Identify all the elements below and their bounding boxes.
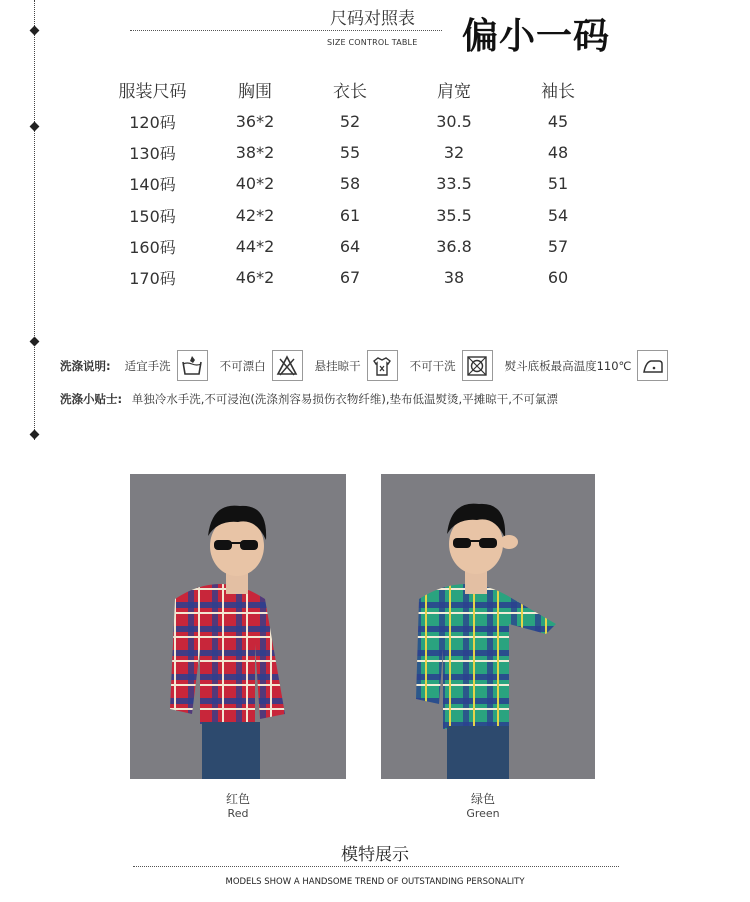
table-cell: 57: [547, 236, 569, 256]
no-dry-clean-icon: [462, 350, 493, 381]
table-cell: 54: [547, 205, 569, 225]
size-table-title: 尺码对照表: [330, 9, 415, 29]
table-row: [100, 262, 603, 293]
table-cell: 35.5: [436, 205, 472, 225]
table-cell: 61: [339, 205, 361, 225]
no-bleach-icon: [272, 350, 303, 381]
hang-dry-icon: [367, 350, 398, 381]
table-cell: 58: [339, 174, 361, 194]
model-caption-green: [375, 790, 591, 820]
title-divider: [130, 30, 442, 31]
table-cell: 45: [547, 112, 569, 132]
model-photo-red: [130, 474, 346, 779]
care-label: 洗涤说明:: [60, 358, 111, 373]
size-table-subtitle: SIZE CONTROL TABLE: [327, 38, 418, 47]
model-caption-red: [130, 790, 346, 820]
table-cell: 55: [339, 143, 361, 163]
caption-cn: 红色: [225, 792, 250, 806]
column-header-sleeve: 袖长: [541, 81, 575, 102]
care-text: 不可漂白: [219, 358, 266, 373]
table-cell: 44*2: [235, 236, 275, 256]
column-header-size: 服装尺码: [118, 81, 187, 102]
tips-text: 单独冷水手洗,不可浸泡(洗涤剂容易损伤衣物纤维),垫布低温熨烫,平摊晾干,不可氯漂: [131, 392, 558, 406]
tips-label: 洗涤小贴士:: [60, 392, 123, 406]
table-cell: 40*2: [235, 174, 275, 194]
column-header-length: 衣长: [333, 81, 367, 102]
table-cell: 33.5: [436, 174, 472, 194]
diamond-marker: [30, 337, 40, 347]
table-header-row: [100, 72, 603, 106]
table-cell: 160码: [129, 237, 176, 257]
table-cell: 60: [547, 268, 569, 288]
table-row: [100, 137, 603, 168]
models-show-subtitle: MODELS SHOW A HANDSOME TREND OF OUTSTANDING PERSONALITY: [225, 877, 525, 887]
table-cell: 38: [443, 268, 465, 288]
caption-en: Red: [227, 807, 249, 820]
care-instructions: [60, 350, 680, 381]
hand-wash-icon: [177, 350, 208, 381]
size-table: [100, 72, 603, 293]
caption-cn: 绿色: [470, 792, 495, 806]
caption-en: Green: [466, 807, 500, 820]
table-cell: 51: [547, 174, 569, 194]
table-cell: 36.8: [436, 236, 472, 256]
models-show-title: 模特展示: [341, 845, 409, 865]
table-cell: 36*2: [235, 112, 275, 132]
column-header-chest: 胸围: [238, 81, 272, 102]
table-cell: 46*2: [235, 268, 275, 288]
washing-tips: [60, 391, 558, 407]
table-cell: 67: [339, 268, 361, 288]
left-dotted-rule: [34, 0, 35, 440]
table-cell: 64: [339, 236, 361, 256]
table-cell: 170码: [129, 269, 176, 289]
care-text: 适宜手洗: [124, 358, 171, 373]
model-photo-green: [381, 474, 595, 779]
table-cell: 30.5: [436, 112, 472, 132]
table-cell: 120码: [129, 113, 176, 133]
table-cell: 130码: [129, 144, 176, 164]
table-cell: 150码: [129, 206, 176, 226]
table-row: [100, 200, 603, 231]
table-cell: 48: [547, 143, 569, 163]
table-cell: 52: [339, 112, 361, 132]
diamond-marker: [30, 122, 40, 132]
diamond-marker: [30, 430, 40, 440]
table-row: [100, 231, 603, 262]
table-cell: 32: [443, 143, 465, 163]
column-header-shoulder: 肩宽: [437, 81, 471, 102]
diamond-marker: [30, 26, 40, 36]
table-cell: 140码: [129, 175, 176, 195]
table-cell: 38*2: [235, 143, 275, 163]
care-text: 熨斗底板最高温度110℃: [504, 358, 632, 373]
table-cell: 42*2: [235, 205, 275, 225]
care-text: 悬挂晾干: [314, 358, 361, 373]
table-row: [100, 106, 603, 137]
fit-note: 偏小一码: [462, 16, 611, 57]
iron-icon: [637, 350, 668, 381]
table-row: [100, 168, 603, 199]
care-text: 不可干洗: [409, 358, 456, 373]
footer-divider: [133, 866, 619, 867]
